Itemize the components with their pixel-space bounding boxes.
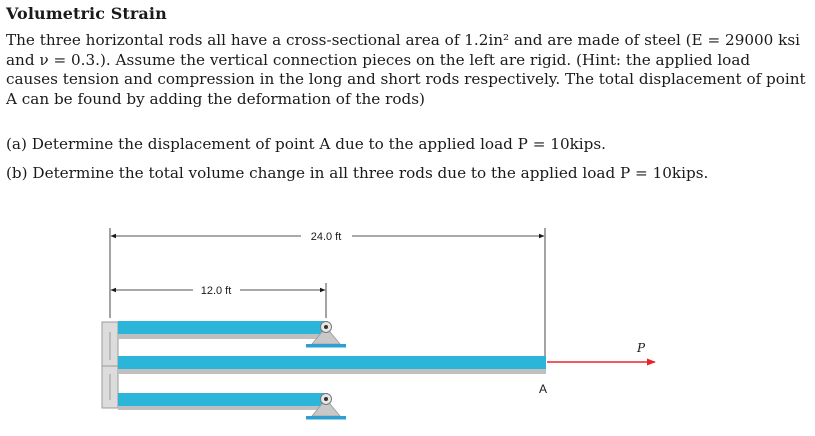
upper-rod-body	[118, 321, 328, 334]
statement-line-4: A can be found by adding the deformation of the rods)	[6, 89, 425, 108]
middle-long-rod	[118, 356, 546, 374]
load-label: P	[636, 341, 646, 355]
lower-short-rod	[118, 393, 328, 410]
dimension-short	[111, 283, 326, 318]
upper-pin-center	[324, 325, 328, 329]
problem-title: Volumetric Strain	[6, 4, 167, 23]
lower-pin-center	[324, 397, 328, 401]
dim-short-label: 12.0 ft	[200, 285, 232, 297]
statement-line-2: and ν = 0.3.). Assume the vertical connection pieces on the left are rigid. (Hint: the applied load	[6, 50, 751, 69]
statement-line-3: causes tension and compression in the long and short rods respectively. The total displacement of point	[6, 70, 806, 89]
question-a: (a) Determine the displacement of point A due to the applied load P = 10kips.	[6, 135, 607, 153]
upper-ground	[306, 344, 346, 348]
applied-load	[547, 341, 655, 362]
rigid-connectors	[102, 322, 118, 408]
lower-ground	[306, 416, 346, 420]
upper-short-rod	[118, 321, 328, 339]
point-a-label: A	[538, 382, 548, 396]
middle-rod-body	[118, 356, 546, 369]
question-b: (b) Determine the total volume change in all three rods due to the applied load P = 10kips.	[6, 164, 709, 182]
lower-rod-body	[118, 393, 328, 406]
statement-line-1: The three horizontal rods all have a cross-sectional area of 1.2in² and are made of steel (E = 29000 ksi	[6, 31, 801, 49]
dim-long-label: 24.0 ft	[310, 231, 342, 243]
